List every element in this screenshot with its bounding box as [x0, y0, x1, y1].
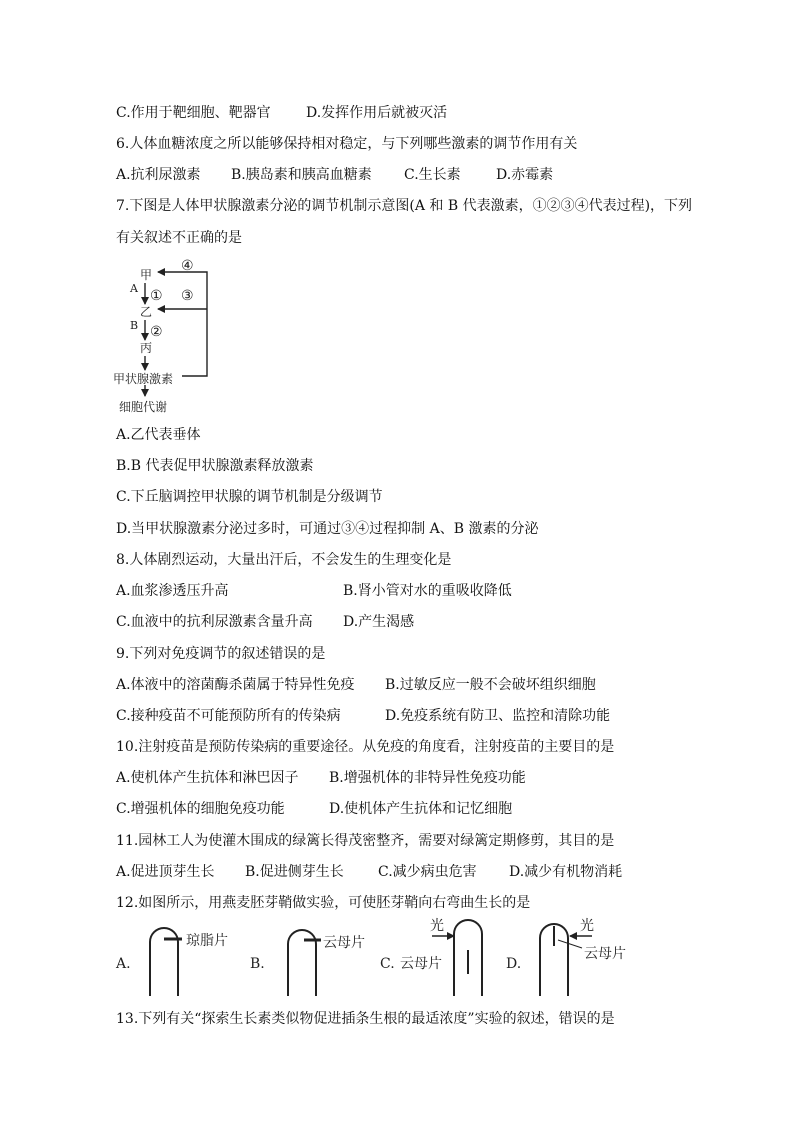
q8-stem: 8.人体剧烈运动，大量出汗后，不会发生的生理变化是: [116, 552, 452, 568]
mica-label-d: 云母片: [584, 946, 626, 962]
mica-pointer-d: [558, 940, 582, 948]
node-bing: 丙: [140, 341, 153, 355]
figure-a-label: A.: [116, 956, 131, 972]
mica-label-b: 云母片: [323, 935, 365, 951]
q11-option-b: B.促进侧芽生长: [245, 864, 344, 880]
q7-option-d: D.当甲状腺激素分泌过多时，可通过③④过程抑制 A、B 激素的分泌: [116, 521, 539, 537]
q6-stem: 6.人体血糖浓度之所以能够保持相对稳定，与下列哪些激素的调节作用有关: [116, 136, 578, 152]
q10-option-b: B.增强机体的非特异性免疫功能: [329, 770, 526, 786]
q8-option-c: C.血液中的抗利尿激素含量升高: [116, 614, 313, 630]
node-yi: 乙: [140, 305, 153, 319]
q11-option-c: C.减少病虫危害: [378, 864, 477, 880]
q8-option-b: B.肾小管对水的重吸收降低: [343, 583, 512, 599]
step-4-label: ④: [181, 258, 194, 274]
q7-stem-line2: 有关叙述不正确的是: [116, 230, 242, 246]
q9-option-c: C.接种疫苗不可能预防所有的传染病: [116, 708, 341, 724]
mica-label-c: 云母片: [400, 956, 442, 972]
step-2-label: ②: [150, 324, 163, 340]
cell-metabolism-label: 细胞代谢: [119, 400, 168, 414]
figure-d-label: D.: [506, 956, 522, 972]
light-label-c: 光: [430, 918, 444, 934]
hormone-a-label: A: [130, 282, 138, 295]
q9-option-a: A.体液中的溶菌酶杀菌属于特异性免疫: [116, 677, 355, 693]
q10-option-a: A.使机体产生抗体和淋巴因子: [116, 770, 299, 786]
q6-option-c: C.生长素: [404, 167, 461, 183]
node-jia: 甲: [140, 268, 153, 282]
q7-option-c: C.下丘脑调控甲状腺的调节机制是分级调节: [116, 489, 383, 505]
q7-option-b: B.B 代表促甲状腺激素释放激素: [116, 458, 314, 474]
q6-option-a: A.抗利尿激素: [116, 167, 201, 183]
q5-option-d: D.发挥作用后就被灭活: [306, 105, 448, 121]
q11-option-d: D.减少有机物消耗: [509, 864, 623, 880]
q10-option-c: C.增强机体的细胞免疫功能: [116, 801, 285, 817]
q6-option-b: B.胰岛素和胰高血糖素: [231, 167, 372, 183]
step-1-label: ①: [150, 288, 163, 304]
q7-option-a: A.乙代表垂体: [116, 427, 201, 443]
q8-option-d: D.产生渴感: [343, 614, 415, 630]
q8-option-a: A.血浆渗透压升高: [116, 583, 229, 599]
q10-option-d: D.使机体产生抗体和记忆细胞: [329, 801, 513, 817]
q11-stem: 11.园林工人为使灌木围成的绿篱长得茂密整齐，需要对绿篱定期修剪，其目的是: [116, 833, 615, 849]
coleoptile-experiment-figure: [110, 916, 640, 1000]
q5-option-c: C.作用于靶细胞、靶器官: [116, 105, 271, 121]
hormone-b-label: B: [130, 319, 139, 332]
q12-stem: 12.如图所示，用燕麦胚芽鞘做实验，可使胚芽鞘向右弯曲生长的是: [116, 895, 531, 911]
q9-option-b: B.过敏反应一般不会破坏组织细胞: [385, 677, 596, 693]
q11-option-a: A.促进顶芽生长: [116, 864, 215, 880]
q9-stem: 9.下列对免疫调节的叙述错误的是: [116, 646, 326, 662]
thyroid-hormone-label: 甲状腺激素: [113, 372, 174, 386]
light-label-d: 光: [580, 918, 594, 934]
agar-label-a: 琼脂片: [186, 933, 228, 949]
q10-stem: 10.注射疫苗是预防传染病的重要途径。从免疫的角度看，注射疫苗的主要目的是: [116, 739, 615, 755]
step-3-label: ③: [181, 288, 194, 304]
figure-c-label: C.: [380, 956, 395, 972]
q7-stem-line1: 7.下图是人体甲状腺激素分泌的调节机制示意图(A 和 B 代表激素，①②③④代表过程)，下列: [116, 198, 693, 214]
figure-b-label: B.: [250, 956, 265, 972]
q13-stem: 13.下列有关“探索生长素类似物促进插条生根的最适浓度”实验的叙述，错误的是: [116, 1011, 615, 1027]
q6-option-d: D.赤霉素: [496, 167, 554, 183]
thyroid-regulation-diagram: [110, 254, 220, 416]
q9-option-d: D.免疫系统有防卫、监控和清除功能: [385, 708, 611, 724]
